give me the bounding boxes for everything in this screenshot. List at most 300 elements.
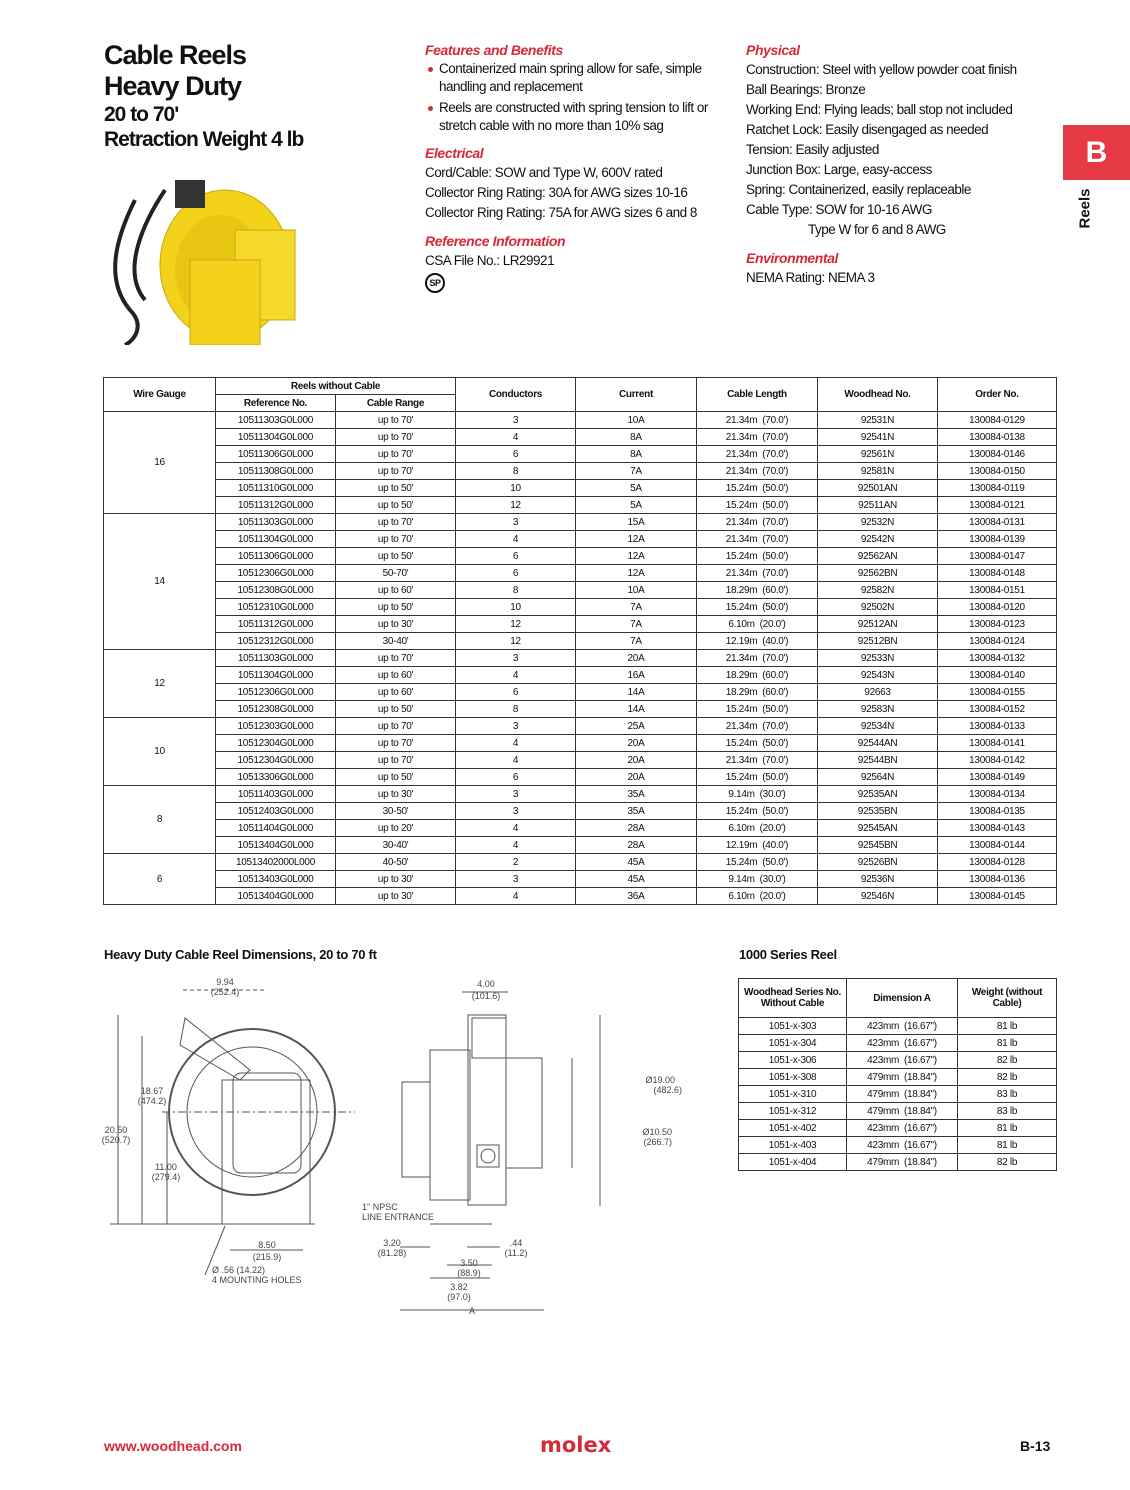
reference-cell: 10511312G0L000 — [216, 497, 336, 514]
dim-label: Ø .56 (14.22) — [212, 1265, 266, 1275]
dim-label: (11.2) — [504, 1248, 528, 1258]
range-cell: up to 60' — [336, 667, 456, 684]
current-cell: 35A — [576, 803, 697, 820]
conductors-cell: 8 — [456, 701, 576, 718]
reference-cell: 10511308G0L000 — [216, 463, 336, 480]
table-row — [104, 888, 1057, 905]
wire-gauge-cell: 16 — [104, 412, 216, 514]
title-subline: Retraction Weight 4 lb — [104, 128, 304, 151]
table-row — [104, 599, 1057, 616]
woodhead-cell: 92582N — [818, 582, 938, 599]
title-line: Cable Reels — [104, 40, 247, 70]
dim-label: 9.94 — [216, 977, 234, 987]
section-label: Reels — [1076, 188, 1094, 229]
current-cell: 20A — [576, 650, 697, 667]
table-row — [104, 786, 1057, 803]
series-cell: 1051-x-402 — [739, 1120, 847, 1137]
range-cell: up to 70' — [336, 446, 456, 463]
woodhead-cell: 92546N — [818, 888, 938, 905]
order-cell: 130084-0134 — [938, 786, 1057, 803]
series-cell: 1051-x-304 — [739, 1035, 847, 1052]
reference-cell: 10513404G0L000 — [216, 888, 336, 905]
reference-cell: 10513403G0L000 — [216, 871, 336, 888]
table-row — [104, 446, 1057, 463]
reference-cell: 10511312G0L000 — [216, 616, 336, 633]
electrical-line: Cord/Cable: SOW and Type W, 600V rated — [425, 165, 663, 180]
wire-gauge-cell: 14 — [104, 514, 216, 650]
reference-cell: 10511304G0L000 — [216, 667, 336, 684]
weight-cell: 82 lb — [958, 1154, 1057, 1171]
series-cell: 1051-x-306 — [739, 1052, 847, 1069]
conductors-cell: 8 — [456, 582, 576, 599]
order-cell: 130084-0124 — [938, 633, 1057, 650]
current-cell: 7A — [576, 633, 697, 650]
length-cell: 18.29m (60.0') — [697, 684, 818, 701]
range-cell: up to 70' — [336, 429, 456, 446]
current-cell: 20A — [576, 769, 697, 786]
woodhead-cell: 92583N — [818, 701, 938, 718]
woodhead-cell: 92532N — [818, 514, 938, 531]
range-cell: up to 70' — [336, 752, 456, 769]
length-cell: 21.34m (70.0') — [697, 565, 818, 582]
header-current: Current — [576, 378, 697, 412]
table-row — [104, 667, 1057, 684]
current-cell: 25A — [576, 718, 697, 735]
conductors-cell: 6 — [456, 446, 576, 463]
reference-cell: 10512310G0L000 — [216, 599, 336, 616]
order-cell: 130084-0148 — [938, 565, 1057, 582]
header-cable-range: Cable Range — [336, 395, 456, 412]
length-cell: 21.34m (70.0') — [697, 718, 818, 735]
range-cell: up to 50' — [336, 701, 456, 718]
woodhead-cell: 92531N — [818, 412, 938, 429]
current-cell: 28A — [576, 837, 697, 854]
order-cell: 130084-0136 — [938, 871, 1057, 888]
physical-line: Tension: Easily adjusted — [746, 142, 879, 157]
dim-label: 4.00 — [477, 979, 495, 989]
order-cell: 130084-0147 — [938, 548, 1057, 565]
wire-gauge-cell: 12 — [104, 650, 216, 718]
table-row — [104, 871, 1057, 888]
reference-cell: 10512308G0L000 — [216, 701, 336, 718]
order-cell: 130084-0139 — [938, 531, 1057, 548]
order-cell: 130084-0121 — [938, 497, 1057, 514]
table-row — [739, 1086, 1057, 1103]
reference-cell: 10512308G0L000 — [216, 582, 336, 599]
dim-label: 8.50 — [258, 1240, 276, 1250]
series-table — [738, 978, 1057, 1171]
woodhead-cell: 92544AN — [818, 735, 938, 752]
woodhead-cell: 92512BN — [818, 633, 938, 650]
dim-label: 11.00 — [155, 1162, 177, 1172]
physical-column — [746, 40, 1046, 288]
length-cell: 15.24m (50.0') — [697, 735, 818, 752]
table-row — [104, 718, 1057, 735]
physical-line: Ratchet Lock: Easily disengaged as needed — [746, 122, 989, 137]
cable-reel-photo — [105, 160, 305, 345]
table-row — [739, 1103, 1057, 1120]
dim-label: A — [468, 1306, 476, 1316]
weight-cell: 83 lb — [958, 1086, 1057, 1103]
dim-label: (101.6) — [471, 991, 501, 1001]
conductors-cell: 3 — [456, 871, 576, 888]
conductors-cell: 12 — [456, 497, 576, 514]
conductors-cell: 4 — [456, 735, 576, 752]
conductors-cell: 3 — [456, 650, 576, 667]
range-cell: up to 30' — [336, 616, 456, 633]
length-cell: 9.14m (30.0') — [697, 871, 818, 888]
woodhead-cell: 92534N — [818, 718, 938, 735]
woodhead-cell: 92561N — [818, 446, 938, 463]
current-cell: 15A — [576, 514, 697, 531]
table-row — [104, 429, 1057, 446]
dim-label: (88.9) — [457, 1268, 481, 1278]
reference-cell: 10513306G0L000 — [216, 769, 336, 786]
page-title — [104, 40, 303, 152]
current-cell: 12A — [576, 531, 697, 548]
range-cell: up to 60' — [336, 684, 456, 701]
table-row — [104, 582, 1057, 599]
header-order-no: Order No. — [938, 378, 1057, 412]
current-cell: 8A — [576, 429, 697, 446]
table-row — [739, 1137, 1057, 1154]
table-row — [739, 1052, 1057, 1069]
dimensions-heading: Heavy Duty Cable Reel Dimensions, 20 to 70 ft — [104, 947, 377, 962]
weight-cell: 83 lb — [958, 1103, 1057, 1120]
table-row — [104, 514, 1057, 531]
length-cell: 21.34m (70.0') — [697, 531, 818, 548]
reference-cell: 10511404G0L000 — [216, 820, 336, 837]
order-cell: 130084-0146 — [938, 446, 1057, 463]
reference-cell: 10512304G0L000 — [216, 735, 336, 752]
dim-label: 4 MOUNTING HOLES — [212, 1275, 302, 1285]
length-cell: 21.34m (70.0') — [697, 463, 818, 480]
table-row — [739, 1035, 1057, 1052]
order-cell: 130084-0119 — [938, 480, 1057, 497]
range-cell: up to 50' — [336, 497, 456, 514]
dim-label: 20.50 — [104, 1125, 128, 1135]
length-cell: 15.24m (50.0') — [697, 769, 818, 786]
dim-label: 1" NPSC — [362, 1202, 398, 1212]
reference-cell: 10511310G0L000 — [216, 480, 336, 497]
order-cell: 130084-0120 — [938, 599, 1057, 616]
current-cell: 5A — [576, 480, 697, 497]
header-wire-gauge: Wire Gauge — [104, 378, 216, 412]
dim-label: (279.4) — [151, 1172, 181, 1182]
current-cell: 45A — [576, 854, 697, 871]
order-cell: 130084-0129 — [938, 412, 1057, 429]
range-cell: up to 50' — [336, 769, 456, 786]
current-cell: 16A — [576, 667, 697, 684]
order-cell: 130084-0135 — [938, 803, 1057, 820]
title-subline: 20 to 70' — [104, 103, 179, 126]
table-row — [104, 565, 1057, 582]
order-cell: 130084-0151 — [938, 582, 1057, 599]
range-cell: up to 70' — [336, 735, 456, 752]
header-series-no: Woodhead Series No. Without Cable — [739, 979, 847, 1018]
conductors-cell: 2 — [456, 854, 576, 871]
current-cell: 7A — [576, 463, 697, 480]
woodhead-cell: 92545AN — [818, 820, 938, 837]
table-row — [104, 701, 1057, 718]
header-conductors: Conductors — [456, 378, 576, 412]
dim-label: LINE ENTRANCE — [362, 1212, 435, 1222]
table-row — [739, 1154, 1057, 1171]
dimension-a-cell: 423mm (16.67") — [847, 1137, 958, 1154]
header-reference-no: Reference No. — [216, 395, 336, 412]
conductors-cell: 3 — [456, 786, 576, 803]
table-row — [104, 497, 1057, 514]
csa-logo-icon: SP — [425, 273, 445, 293]
length-cell: 15.24m (50.0') — [697, 480, 818, 497]
dim-label: (520.7) — [101, 1135, 131, 1145]
wire-gauge-cell: 8 — [104, 786, 216, 854]
table-row — [104, 752, 1057, 769]
length-cell: 15.24m (50.0') — [697, 803, 818, 820]
order-cell: 130084-0142 — [938, 752, 1057, 769]
conductors-cell: 12 — [456, 616, 576, 633]
order-cell: 130084-0128 — [938, 854, 1057, 871]
range-cell: 40-50' — [336, 854, 456, 871]
reference-cell: 10511304G0L000 — [216, 531, 336, 548]
range-cell: up to 50' — [336, 480, 456, 497]
dim-label: (81.28) — [377, 1248, 407, 1258]
woodhead-cell: 92544BN — [818, 752, 938, 769]
order-cell: 130084-0141 — [938, 735, 1057, 752]
conductors-cell: 3 — [456, 803, 576, 820]
website-link[interactable]: www.woodhead.com — [104, 1438, 242, 1454]
weight-cell: 82 lb — [958, 1052, 1057, 1069]
dim-label: (474.2) — [137, 1096, 167, 1106]
length-cell: 12.19m (40.0') — [697, 837, 818, 854]
woodhead-cell: 92542N — [818, 531, 938, 548]
current-cell: 28A — [576, 820, 697, 837]
length-cell: 21.34m (70.0') — [697, 412, 818, 429]
conductors-cell: 3 — [456, 514, 576, 531]
reference-heading: Reference Information — [425, 233, 566, 249]
length-cell: 6.10m (20.0') — [697, 616, 818, 633]
weight-cell: 81 lb — [958, 1035, 1057, 1052]
conductors-cell: 3 — [456, 718, 576, 735]
length-cell: 15.24m (50.0') — [697, 854, 818, 871]
range-cell: up to 70' — [336, 412, 456, 429]
table-row — [104, 616, 1057, 633]
header-woodhead-no: Woodhead No. — [818, 378, 938, 412]
electrical-line: Collector Ring Rating: 75A for AWG sizes 6 and 8 — [425, 205, 697, 220]
table-row — [104, 480, 1057, 497]
molex-logo: molex — [540, 1433, 612, 1457]
reference-cell: 10511303G0L000 — [216, 514, 336, 531]
reference-cell: 10512304G0L000 — [216, 752, 336, 769]
table-row — [104, 803, 1057, 820]
woodhead-cell: 92545BN — [818, 837, 938, 854]
order-cell: 130084-0133 — [938, 718, 1057, 735]
current-cell: 7A — [576, 616, 697, 633]
weight-cell: 81 lb — [958, 1018, 1057, 1035]
dim-label: (97.0) — [447, 1292, 471, 1302]
woodhead-cell: 92502N — [818, 599, 938, 616]
current-cell: 14A — [576, 684, 697, 701]
conductors-cell: 4 — [456, 820, 576, 837]
dim-label: 3.50 — [460, 1258, 478, 1268]
order-cell: 130084-0131 — [938, 514, 1057, 531]
woodhead-cell: 92535BN — [818, 803, 938, 820]
reference-cell: 10513404G0L000 — [216, 837, 336, 854]
length-cell: 15.24m (50.0') — [697, 701, 818, 718]
cable-reels-table — [103, 377, 1057, 905]
range-cell: 30-40' — [336, 633, 456, 650]
reference-cell: 10511303G0L000 — [216, 412, 336, 429]
conductors-cell: 8 — [456, 463, 576, 480]
dim-label: Ø10.50 — [642, 1127, 672, 1137]
order-cell: 130084-0123 — [938, 616, 1057, 633]
woodhead-cell: 92564N — [818, 769, 938, 786]
current-cell: 12A — [576, 565, 697, 582]
woodhead-cell: 92663 — [818, 684, 938, 701]
dim-label: 3.20 — [383, 1238, 401, 1248]
length-cell: 21.34m (70.0') — [697, 650, 818, 667]
current-cell: 45A — [576, 871, 697, 888]
table-row — [104, 548, 1057, 565]
table-row — [104, 412, 1057, 429]
length-cell: 15.24m (50.0') — [697, 497, 818, 514]
dim-label: (482.6) — [653, 1085, 682, 1095]
conductors-cell: 4 — [456, 667, 576, 684]
environmental-line: NEMA Rating: NEMA 3 — [746, 270, 875, 285]
length-cell: 6.10m (20.0') — [697, 888, 818, 905]
header-weight: Weight (without Cable) — [958, 979, 1057, 1018]
reference-cell: 10512306G0L000 — [216, 565, 336, 582]
environmental-heading: Environmental — [746, 250, 839, 266]
order-cell: 130084-0155 — [938, 684, 1057, 701]
order-cell: 130084-0149 — [938, 769, 1057, 786]
conductors-cell: 6 — [456, 565, 576, 582]
reference-cell: 10511403G0L000 — [216, 786, 336, 803]
physical-line: Cable Type: SOW for 10-16 AWG — [746, 202, 932, 217]
conductors-cell: 4 — [456, 531, 576, 548]
reference-cell: 10511306G0L000 — [216, 446, 336, 463]
title-line: Heavy Duty — [104, 71, 242, 101]
dim-label: (266.7) — [643, 1137, 672, 1147]
order-cell: 130084-0152 — [938, 701, 1057, 718]
conductors-cell: 10 — [456, 480, 576, 497]
physical-heading: Physical — [746, 42, 800, 58]
features-heading: Features and Benefits — [425, 42, 563, 58]
dim-label: 18.67 — [140, 1086, 164, 1096]
range-cell: up to 70' — [336, 514, 456, 531]
table-row — [104, 463, 1057, 480]
table-row — [104, 735, 1057, 752]
woodhead-cell: 92581N — [818, 463, 938, 480]
length-cell: 21.34m (70.0') — [697, 514, 818, 531]
woodhead-cell: 92511AN — [818, 497, 938, 514]
woodhead-cell: 92533N — [818, 650, 938, 667]
dimension-a-cell: 423mm (16.67") — [847, 1035, 958, 1052]
reference-cell: 10511303G0L000 — [216, 650, 336, 667]
range-cell: up to 70' — [336, 463, 456, 480]
conductors-cell: 6 — [456, 548, 576, 565]
reference-cell: 10512306G0L000 — [216, 684, 336, 701]
conductors-cell: 10 — [456, 599, 576, 616]
woodhead-cell: 92536N — [818, 871, 938, 888]
woodhead-cell: 92512AN — [818, 616, 938, 633]
range-cell: up to 30' — [336, 888, 456, 905]
woodhead-cell: 92562AN — [818, 548, 938, 565]
series-cell: 1051-x-308 — [739, 1069, 847, 1086]
order-cell: 130084-0145 — [938, 888, 1057, 905]
conductors-cell: 4 — [456, 888, 576, 905]
order-cell: 130084-0143 — [938, 820, 1057, 837]
physical-line: Working End: Flying leads; ball stop not included — [746, 102, 1013, 117]
conductors-cell: 6 — [456, 684, 576, 701]
order-cell: 130084-0138 — [938, 429, 1057, 446]
range-cell: 50-70' — [336, 565, 456, 582]
physical-line: Junction Box: Large, easy-access — [746, 162, 932, 177]
current-cell: 7A — [576, 599, 697, 616]
length-cell: 15.24m (50.0') — [697, 548, 818, 565]
header-cable-length: Cable Length — [697, 378, 818, 412]
dimension-a-cell: 423mm (16.67") — [847, 1018, 958, 1035]
reference-cell: 10512403G0L000 — [216, 803, 336, 820]
current-cell: 10A — [576, 412, 697, 429]
series-cell: 1051-x-404 — [739, 1154, 847, 1171]
series-cell: 1051-x-312 — [739, 1103, 847, 1120]
section-tab[interactable]: B — [1063, 125, 1130, 180]
current-cell: 8A — [576, 446, 697, 463]
table-row — [104, 531, 1057, 548]
table-row — [104, 820, 1057, 837]
range-cell: up to 70' — [336, 531, 456, 548]
feature-item: Reels are constructed with spring tension to lift or stretch cable with no more than 10% sag — [425, 99, 715, 135]
current-cell: 10A — [576, 582, 697, 599]
reference-cell: 10511304G0L000 — [216, 429, 336, 446]
current-cell: 20A — [576, 735, 697, 752]
dim-label: 3.82 — [450, 1282, 468, 1292]
features-column — [425, 40, 715, 293]
weight-cell: 81 lb — [958, 1137, 1057, 1154]
conductors-cell: 4 — [456, 752, 576, 769]
table-row — [104, 854, 1057, 871]
dimension-a-cell: 479mm (18.84") — [847, 1069, 958, 1086]
conductors-cell: 12 — [456, 633, 576, 650]
woodhead-cell: 92526BN — [818, 854, 938, 871]
dimension-drawing — [100, 970, 720, 1330]
dimension-a-cell: 479mm (18.84") — [847, 1154, 958, 1171]
table-row — [739, 1018, 1057, 1035]
current-cell: 36A — [576, 888, 697, 905]
woodhead-cell: 92501AN — [818, 480, 938, 497]
wire-gauge-cell: 6 — [104, 854, 216, 905]
reference-cell: 10513402000L000 — [216, 854, 336, 871]
length-cell: 6.10m (20.0') — [697, 820, 818, 837]
electrical-heading: Electrical — [425, 145, 484, 161]
table-row — [739, 1120, 1057, 1137]
physical-line: Construction: Steel with yellow powder coat finish — [746, 62, 1017, 77]
current-cell: 12A — [576, 548, 697, 565]
conductors-cell: 6 — [456, 769, 576, 786]
wire-gauge-cell: 10 — [104, 718, 216, 786]
header-reels-without-cable: Reels without Cable — [216, 378, 456, 395]
woodhead-cell: 92562BN — [818, 565, 938, 582]
table-row — [104, 633, 1057, 650]
table-row — [104, 769, 1057, 786]
range-cell: up to 60' — [336, 582, 456, 599]
dimension-a-cell: 479mm (18.84") — [847, 1086, 958, 1103]
series-heading: 1000 Series Reel — [739, 947, 837, 962]
weight-cell: 82 lb — [958, 1069, 1057, 1086]
dim-label: .44 — [509, 1238, 523, 1248]
order-cell: 130084-0150 — [938, 463, 1057, 480]
